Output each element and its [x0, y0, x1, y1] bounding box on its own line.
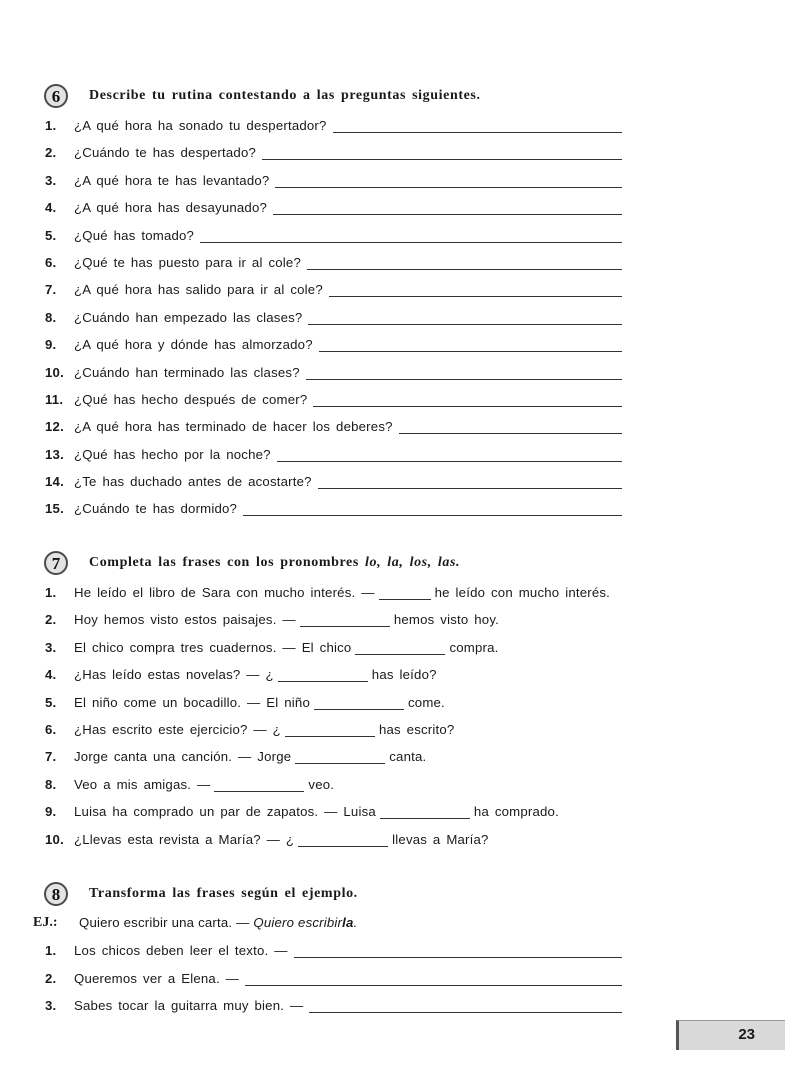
question-row [0, 496, 785, 523]
question-text: ¿A qué hora has terminado de hacer los deberes? [74, 419, 393, 435]
sentence-row [0, 690, 785, 717]
exercise-8-header [0, 882, 785, 910]
item-number: 13. [45, 446, 64, 462]
answer-line[interactable] [273, 200, 622, 215]
answer-line[interactable] [307, 255, 622, 270]
item-number: 4. [45, 667, 57, 683]
example-sentence: Quiero escribir una carta. — [79, 915, 250, 930]
question-row [0, 305, 785, 332]
sentence-end: canta. [389, 749, 427, 765]
question-text: Los chicos deben leer el texto. — [74, 943, 288, 959]
question-list [0, 938, 785, 1020]
item-number: 3. [45, 998, 57, 1014]
sentence [74, 722, 454, 737]
question-text: ¿Qué te has puesto para ir al cole? [74, 254, 301, 270]
sentence [74, 695, 445, 710]
page-number-tab [676, 1020, 785, 1050]
answer-line[interactable] [318, 474, 622, 489]
item-number: 9. [45, 337, 57, 353]
answer-blank[interactable] [379, 588, 431, 600]
question-text: ¿A qué hora ha sonado tu despertador? [74, 118, 327, 133]
question [74, 943, 622, 958]
question-text: ¿Cuándo te has despertado? [74, 145, 257, 161]
item-number: 14. [45, 474, 64, 490]
item-number: 2. [45, 145, 57, 161]
answer-blank[interactable] [355, 643, 445, 655]
question-text: Queremos ver a Elena. — [74, 970, 240, 986]
sentence [74, 667, 437, 682]
answer-blank[interactable] [214, 780, 304, 792]
question-row [0, 387, 785, 414]
exercise-number-badge: 7 [44, 551, 68, 575]
sentence-row [0, 580, 785, 607]
answer-line[interactable] [399, 419, 622, 434]
question-text: ¿Qué has hecho por la noche? [74, 446, 271, 462]
item-number: 12. [45, 419, 64, 435]
question [74, 310, 622, 325]
question-row [0, 168, 785, 195]
item-number: 8. [45, 309, 57, 325]
item-number: 10. [45, 364, 64, 380]
question-row [0, 113, 785, 140]
item-number: 8. [45, 776, 57, 792]
sentence-start: ¿Llevas esta revista a María? — ¿ [74, 831, 295, 847]
item-number: 7. [45, 749, 57, 765]
answer-blank[interactable] [278, 670, 368, 682]
answer-line[interactable] [262, 145, 622, 160]
sentence [74, 612, 499, 627]
sentence-end: has leído? [371, 667, 437, 683]
example-row [0, 910, 785, 937]
answer-blank[interactable] [380, 807, 470, 819]
answer-line[interactable] [308, 310, 622, 325]
example-text [79, 915, 357, 930]
question-text: ¿A qué hora y dónde has almorzado? [74, 337, 313, 353]
answer-blank[interactable] [285, 725, 375, 737]
item-number: 1. [45, 118, 57, 133]
question [74, 419, 622, 434]
question [74, 118, 622, 133]
sentence-row [0, 635, 785, 662]
answer-line[interactable] [306, 365, 622, 380]
sentence [74, 749, 426, 764]
question-row [0, 414, 785, 441]
sentence-end: compra. [449, 639, 499, 655]
question [74, 282, 622, 297]
sentence [74, 777, 334, 792]
sentence-end: hemos visto hoy. [393, 612, 499, 628]
item-number: 7. [45, 282, 57, 298]
answer-line[interactable] [329, 282, 622, 297]
answer-line[interactable] [319, 337, 622, 352]
exercise-6-header [0, 84, 785, 112]
pronoun-list: lo, la, los, las. [365, 555, 461, 570]
question [74, 392, 622, 407]
exercise-8 [0, 882, 785, 1021]
question [74, 255, 622, 270]
question [74, 501, 622, 516]
sentence-row [0, 827, 785, 854]
question [74, 200, 622, 215]
sentence-start: Hoy hemos visto estos paisajes. — [74, 612, 296, 628]
question [74, 337, 622, 352]
exercise-title: Transforma las frases según el ejemplo. [89, 886, 358, 901]
sentence-end: has escrito? [378, 721, 455, 737]
exercise-7 [0, 551, 785, 854]
item-number: 2. [45, 970, 57, 986]
question-row [0, 195, 785, 222]
sentence-end: come. [408, 694, 445, 710]
sentence-start: Jorge canta una canción. — Jorge [74, 749, 292, 765]
question-row [0, 250, 785, 277]
question-text: ¿Qué has tomado? [74, 227, 195, 243]
question-row [0, 332, 785, 359]
answer-line[interactable] [277, 447, 622, 462]
item-number: 10. [45, 831, 64, 847]
question-text: ¿Qué has hecho después de comer? [74, 391, 308, 407]
answer-line[interactable] [243, 501, 622, 516]
sentence-end: he leído con mucho interés. [434, 585, 611, 600]
sentence-start: El niño come un bocadillo. — El niño [74, 694, 310, 710]
exercise-6 [0, 84, 785, 524]
exercise-title [89, 555, 460, 571]
sentence-row [0, 607, 785, 634]
question-row [0, 223, 785, 250]
answer-blank[interactable] [295, 752, 385, 764]
item-number: 3. [45, 639, 57, 655]
question-text: ¿Cuándo han terminado las clases? [74, 364, 300, 380]
exercise-7-header [0, 551, 785, 579]
question-row [0, 966, 785, 993]
sentence-end: ha comprado. [473, 804, 559, 820]
question-text: ¿A qué hora te has levantado? [74, 172, 270, 188]
item-number: 3. [45, 172, 57, 188]
sentence-end: veo. [308, 776, 335, 792]
item-number: 15. [45, 501, 64, 517]
sentence-start: ¿Has leído estas novelas? — ¿ [74, 667, 274, 683]
question-text: ¿Te has duchado antes de acostarte? [74, 474, 312, 490]
sentence [74, 804, 559, 819]
item-number: 6. [45, 721, 57, 737]
item-number: 4. [45, 200, 57, 216]
item-number: 1. [45, 943, 57, 959]
question [74, 365, 622, 380]
question [74, 474, 622, 489]
question [74, 971, 622, 986]
question [74, 228, 622, 243]
sentence [74, 585, 610, 600]
question-text: ¿A qué hora has desayunado? [74, 200, 268, 216]
answer-line[interactable] [275, 173, 622, 188]
sentence-row [0, 717, 785, 744]
sentence-start: Veo a mis amigas. — [74, 776, 211, 792]
question-row [0, 140, 785, 167]
question [74, 145, 622, 160]
sentence-start: Luisa ha comprado un par de zapatos. — Luisa [74, 804, 376, 820]
question-text: Sabes tocar la guitarra muy bien. — [74, 998, 304, 1014]
sentence-row [0, 799, 785, 826]
answer-line[interactable] [313, 392, 622, 407]
sentence-list [0, 580, 785, 854]
example-answer: Quiero escribirla. [253, 915, 358, 930]
example-label: EJ.: [33, 915, 58, 930]
answer-line[interactable] [309, 998, 622, 1013]
question [74, 447, 622, 462]
question-row [0, 277, 785, 304]
question-row [0, 938, 785, 965]
question [74, 998, 622, 1013]
sentence-start: El chico compra tres cuadernos. — El chico [74, 639, 352, 655]
question-text: ¿A qué hora has salido para ir al cole? [74, 282, 323, 298]
answer-line[interactable] [294, 943, 622, 958]
question-list [0, 113, 785, 524]
exercise-number-badge: 6 [44, 84, 68, 108]
sentence-row [0, 772, 785, 799]
sentence-row [0, 744, 785, 771]
exercise-title: Describe tu rutina contestando a las preguntas siguientes. [89, 88, 481, 103]
answer-blank[interactable] [298, 835, 388, 847]
question-row [0, 442, 785, 469]
exercise-title-text: Completa las frases con los pronombres [89, 555, 359, 570]
item-number: 9. [45, 804, 57, 820]
sentence [74, 640, 499, 655]
item-number: 5. [45, 694, 57, 710]
question-row [0, 360, 785, 387]
page-number: 23 [738, 1026, 755, 1043]
item-number: 5. [45, 227, 57, 243]
answer-line[interactable] [245, 971, 622, 986]
answer-blank[interactable] [300, 615, 390, 627]
question-text: ¿Cuándo te has dormido? [74, 501, 238, 517]
exercise-number-badge: 8 [44, 882, 68, 906]
question-text: ¿Cuándo han empezado las clases? [74, 309, 303, 325]
question-row [0, 993, 785, 1020]
sentence-row [0, 662, 785, 689]
answer-blank[interactable] [314, 698, 404, 710]
answer-line[interactable] [200, 228, 622, 243]
item-number: 2. [45, 612, 57, 628]
sentence-start: ¿Has escrito este ejercicio? — ¿ [74, 721, 281, 737]
sentence-end: llevas a María? [392, 831, 489, 847]
answer-line[interactable] [333, 118, 622, 133]
question-row [0, 469, 785, 496]
item-number: 1. [45, 585, 57, 600]
sentence-start: He leído el libro de Sara con mucho interés. — [74, 585, 375, 600]
item-number: 6. [45, 254, 57, 270]
sentence [74, 832, 489, 847]
item-number: 11. [45, 391, 64, 407]
question [74, 173, 622, 188]
